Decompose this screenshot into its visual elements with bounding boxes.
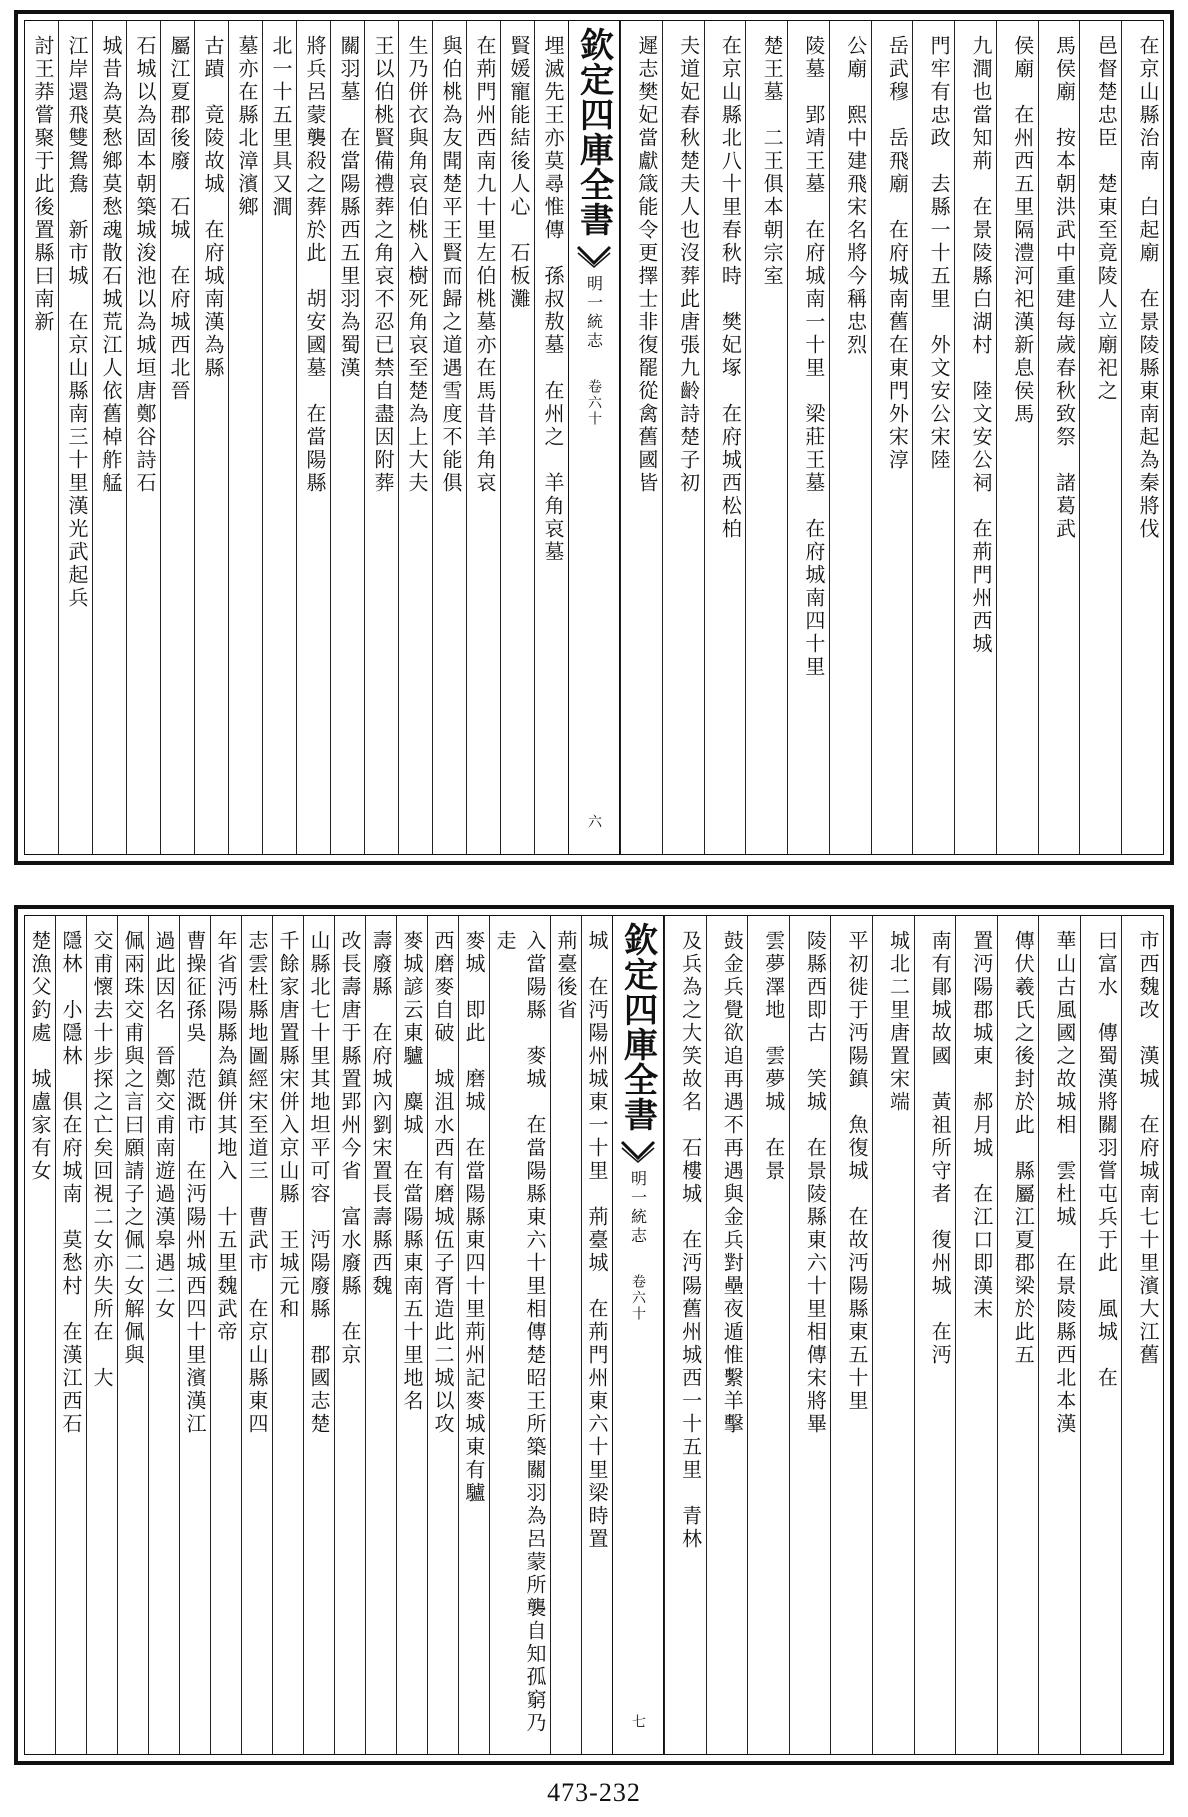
text-column: 隱林 小隱林 俱在府城南 莫愁村 在漢江西石 bbox=[55, 916, 86, 1754]
text-column: 入當陽縣 麥城 在當陽縣東六十里相傳楚昭王所築關羽為呂蒙所襲自知孤窮乃走 bbox=[489, 916, 550, 1754]
text-column: 鼓金兵覺欲追再遇不再遇與金兵對壘夜遁惟繫羊擊 bbox=[706, 916, 748, 1754]
right-half-columns bbox=[620, 21, 1163, 854]
text-column: 生乃併衣與角哀伯桃入樹死角哀至楚為上大夫 bbox=[398, 21, 432, 854]
text-column: 在荊門州西南九十里左伯桃墓亦在馬昔羊角哀 bbox=[466, 21, 500, 854]
right-half-columns bbox=[664, 916, 1163, 1754]
collection-title: 欽定四庫全書 bbox=[617, 922, 658, 1132]
text-column: 岳武穆 岳飛廟 在府城南舊在東門外宋淳 bbox=[871, 21, 913, 854]
text-column: 及兵為之大笑故名 石樓城 在沔陽舊州城西一十五里 青林 bbox=[664, 916, 706, 1754]
text-column: 門牢有忠政 去縣一十五里 外文安公宋陸 bbox=[912, 21, 954, 854]
text-column: 雲夢澤地 雲夢城 在景 bbox=[747, 916, 789, 1754]
text-column: 志雲杜縣地圖經宋至道三 曹武市 在京山縣東四 bbox=[241, 916, 272, 1754]
text-column: 在京山縣北八十里春秋時 樊妃塚 在府城西松柏 bbox=[704, 21, 746, 854]
text-column: 江岸還飛雙鴛鴦 新市城 在京山縣南三十里漢光武起兵 bbox=[58, 21, 92, 854]
text-column: 平初徙于沔陽鎮 魚復城 在故沔陽縣東五十里 bbox=[830, 916, 872, 1754]
text-column: 佩兩珠交甫與之言曰願請子之佩二女解佩與 bbox=[117, 916, 148, 1754]
volume-number: 卷六十 bbox=[586, 379, 602, 427]
sheet-frame bbox=[24, 20, 1164, 855]
fishtail-mark-icon bbox=[576, 243, 612, 269]
text-column: 過此因名 晉鄭交甫南遊過漢皋遇二女 bbox=[148, 916, 179, 1754]
text-column: 南有鄖城故國 黃祖所守者 復州城 在沔 bbox=[914, 916, 956, 1754]
text-column: 墓亦在縣北漳濱鄉 bbox=[228, 21, 262, 854]
work-title: 明一統志 bbox=[584, 275, 604, 351]
text-column: 楚漁父釣處 城盧家有女 bbox=[28, 930, 52, 1183]
leaf-number: 六 bbox=[586, 814, 602, 828]
text-column: 邑督楚忠臣 楚東至竟陵人立廟祀之 bbox=[1079, 21, 1121, 854]
text-column: 遲志樊妃當獻箴能令更擇士非復罷從禽舊國皆 bbox=[620, 21, 662, 854]
text-column: 年省沔陽縣為鎮併其地入 十五里魏武帝 bbox=[210, 916, 241, 1754]
left-half-columns bbox=[25, 21, 568, 854]
text-column: 荊臺後省 bbox=[550, 916, 581, 1754]
text-column: 市西魏改 漢城 在府城南七十里濱大江舊 bbox=[1121, 916, 1163, 1754]
leaf-number: 七 bbox=[630, 1714, 646, 1728]
text-column: 山縣北七十里其地坦平可容 沔陽廢縣 郡國志楚 bbox=[303, 916, 334, 1754]
text-column: 曰富水 傳蜀漢將關羽嘗屯兵于此 風城 在 bbox=[1080, 916, 1122, 1754]
text-column: 討王莽嘗聚于此後置縣曰南新 bbox=[31, 35, 55, 334]
text-column: 傳伏羲氏之後封於此 縣屬江夏郡梁於此五 bbox=[997, 916, 1039, 1754]
center-margin-strip bbox=[568, 21, 620, 854]
text-column: 麥城諺云東驢 麋城 在當陽縣東南五十里地名 bbox=[396, 916, 427, 1754]
text-column: 華山古風國之故城相 雲杜城 在景陵縣西北本漢 bbox=[1038, 916, 1080, 1754]
left-half-columns bbox=[25, 916, 612, 1754]
text-column: 西磨麥自破 城沮水西有磨城伍子胥造此二城以攻 bbox=[427, 916, 458, 1754]
text-column: 侯廟 在州西五里隔澧河祀漢新息侯馬 bbox=[996, 21, 1038, 854]
page-sheet-bottom bbox=[14, 905, 1174, 1765]
text-column: 城 在沔陽州城東一十里 荊臺城 在荊門州東六十里梁時置 bbox=[581, 916, 612, 1754]
text-column: 麥城 即此 磨城 在當陽縣東四十里荊州記麥城東有驢 bbox=[458, 916, 489, 1754]
text-column: 屬江夏郡後廢 石城 在府城西北晉 bbox=[160, 21, 194, 854]
text-column: 與伯桃為友聞楚平王賢而歸之道遇雪度不能俱 bbox=[432, 21, 466, 854]
page-sheet-top bbox=[14, 10, 1174, 865]
text-column: 將兵呂蒙襲殺之葬於此 胡安國墓 在當陽縣 bbox=[296, 21, 330, 854]
text-column: 馬侯廟 按本朝洪武中重建每歲春秋致祭 諸葛武 bbox=[1038, 21, 1080, 854]
text-column: 賢媛寵能結後人心 石板灘 bbox=[500, 21, 534, 854]
text-column: 古蹟 竟陵故城 在府城南漢為縣 bbox=[194, 21, 228, 854]
text-column: 公廟 熙中建飛宋名將今稱忠烈 bbox=[829, 21, 871, 854]
page-number-footer: 473-232 bbox=[547, 1778, 641, 1807]
text-column: 陵墓 郢靖王墓 在府城南一十里 梁莊王墓 在府城南四十里 bbox=[787, 21, 829, 854]
text-column: 交甫懷去十步探之亡矣回視二女亦失所在 大 bbox=[86, 916, 117, 1754]
text-column: 陵縣西即古 笑城 在景陵縣東六十里相傳宋將畢 bbox=[789, 916, 831, 1754]
text-column: 城昔為莫愁鄉莫愁魂散石城荒江人依舊棹舴艋 bbox=[92, 21, 126, 854]
collection-title: 欽定四庫全書 bbox=[573, 27, 614, 237]
fishtail-mark-icon bbox=[620, 1138, 656, 1164]
text-column: 王以伯桃賢備禮葬之角哀不忍已禁自盡因附葬 bbox=[364, 21, 398, 854]
volume-number: 卷六十 bbox=[630, 1274, 646, 1322]
text-column: 曹操征孫吳 范溉市 在沔陽州城西四十里濱漢江 bbox=[179, 916, 210, 1754]
text-column: 石城以為固本朝築城浚池以為城垣唐鄭谷詩石 bbox=[126, 21, 160, 854]
text-column: 壽廢縣 在府城內劉宋置長壽縣西魏 bbox=[365, 916, 396, 1754]
sheet-frame bbox=[24, 915, 1164, 1755]
text-column: 埋滅先王亦莫尋惟傳 孫叔敖墓 在州之 羊角哀墓 bbox=[534, 21, 568, 854]
text-column: 北一十五里具又澗 bbox=[262, 21, 296, 854]
text-column: 千餘家唐置縣宋併入京山縣 王城元和 bbox=[272, 916, 303, 1754]
text-column: 九澗也當知荊 在景陵縣白湖村 陸文安公祠 在荊門州西城 bbox=[954, 21, 996, 854]
text-column: 在京山縣治南 白起廟 在景陵縣東南起為秦將伐 bbox=[1121, 21, 1163, 854]
text-column: 置沔陽郡城東 郝月城 在江口即漢末 bbox=[955, 916, 997, 1754]
text-column: 改長壽唐于縣置郢州今省 富水廢縣 在京 bbox=[334, 916, 365, 1754]
text-column: 夫道妃春秋楚夫人也沒葬此唐張九齡詩楚子初 bbox=[662, 21, 704, 854]
text-column: 關羽墓 在當陽縣西五里羽為蜀漢 bbox=[330, 21, 364, 854]
text-column: 楚王墓 二王俱本朝宗室 bbox=[745, 21, 787, 854]
work-title: 明一統志 bbox=[628, 1170, 648, 1246]
center-margin-strip bbox=[612, 916, 664, 1754]
text-column: 城北二里唐置宋端 bbox=[872, 916, 914, 1754]
